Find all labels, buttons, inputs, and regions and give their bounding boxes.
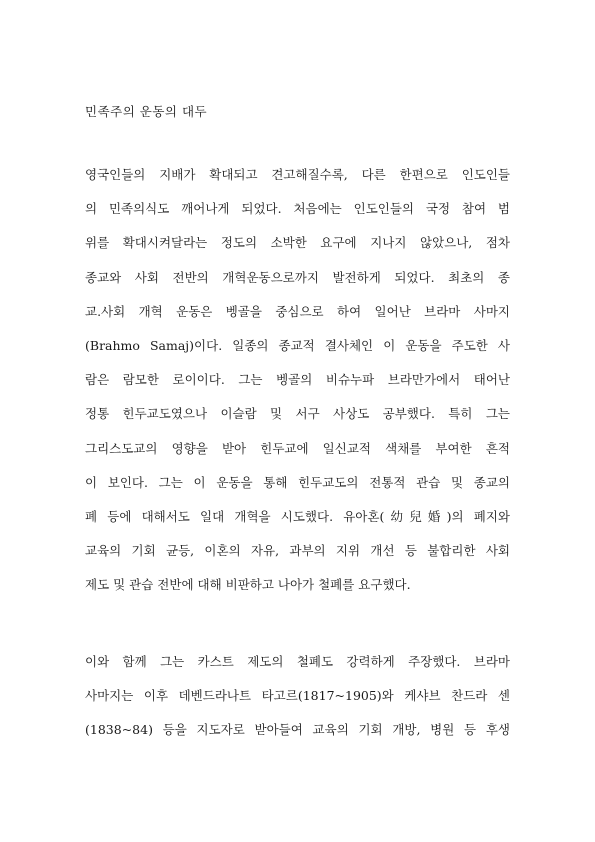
section-heading: 민족주의 운동의 대두 — [85, 104, 208, 119]
text-line: 의 민족의식도 깨어나게 되었다. 처음에는 인도인들의 국정 참여 범 — [85, 201, 510, 217]
text-line: 이 보인다. 그는 이 운동을 통해 힌두교도의 전통적 관습 및 종교의 — [85, 474, 510, 490]
text-line: (Brahmo Samaj)이다. 일종의 종교적 결사체인 이 운동을 주도한 사 — [85, 337, 510, 353]
text-line: 람은 람모한 로이이다. 그는 벵골의 비슈누파 브라만가에서 태어난 — [85, 372, 510, 388]
text-line: 종교와 사회 전반의 개혁운동으로까지 발전하게 되었다. 최초의 종 — [85, 269, 510, 285]
text-line: 위를 확대시켜달라는 정도의 소박한 요구에 지나지 않았으나, 점차 — [85, 235, 510, 251]
text-line: 이와 함께 그는 카스트 제도의 철폐도 강력하게 주장했다. 브라마 — [85, 654, 510, 669]
text-line: 폐 등에 대해서도 일대 개혁을 시도했다. 유아혼(幼兒婚)의 폐지와 — [85, 508, 510, 524]
paragraph — [85, 653, 510, 756]
text-line: 그리스도교의 영향을 받아 힌두교에 일신교적 색채를 부여한 흔적 — [85, 440, 510, 456]
text-line: 교육의 기회 균등, 이혼의 자유, 과부의 지위 개선 등 불합리한 사회 — [85, 543, 510, 559]
text-line: 제도 및 관습 전반에 대해 비판하고 나아가 철폐를 요구했다. — [85, 577, 411, 593]
text-line: 정통 힌두교도였으나 이슬람 및 서구 사상도 공부했다. 특히 그는 — [85, 406, 510, 422]
text-line: (1838~84) 등을 지도자로 받아들여 교육의 기회 개방, 병원 등 후생 — [85, 722, 510, 738]
text-line: 영국인들의 지배가 확대되고 견고해질수록, 다른 한편으로 인도인들 — [85, 167, 510, 182]
paragraph — [85, 166, 510, 610]
text-line: 교.사회 개혁 운동은 벵골을 중심으로 하여 일어난 브라마 사마지 — [85, 303, 510, 319]
text-line: 사마지는 이후 데벤드라나트 타고르(1817~1905)와 케샤브 찬드라 센 — [85, 688, 510, 704]
